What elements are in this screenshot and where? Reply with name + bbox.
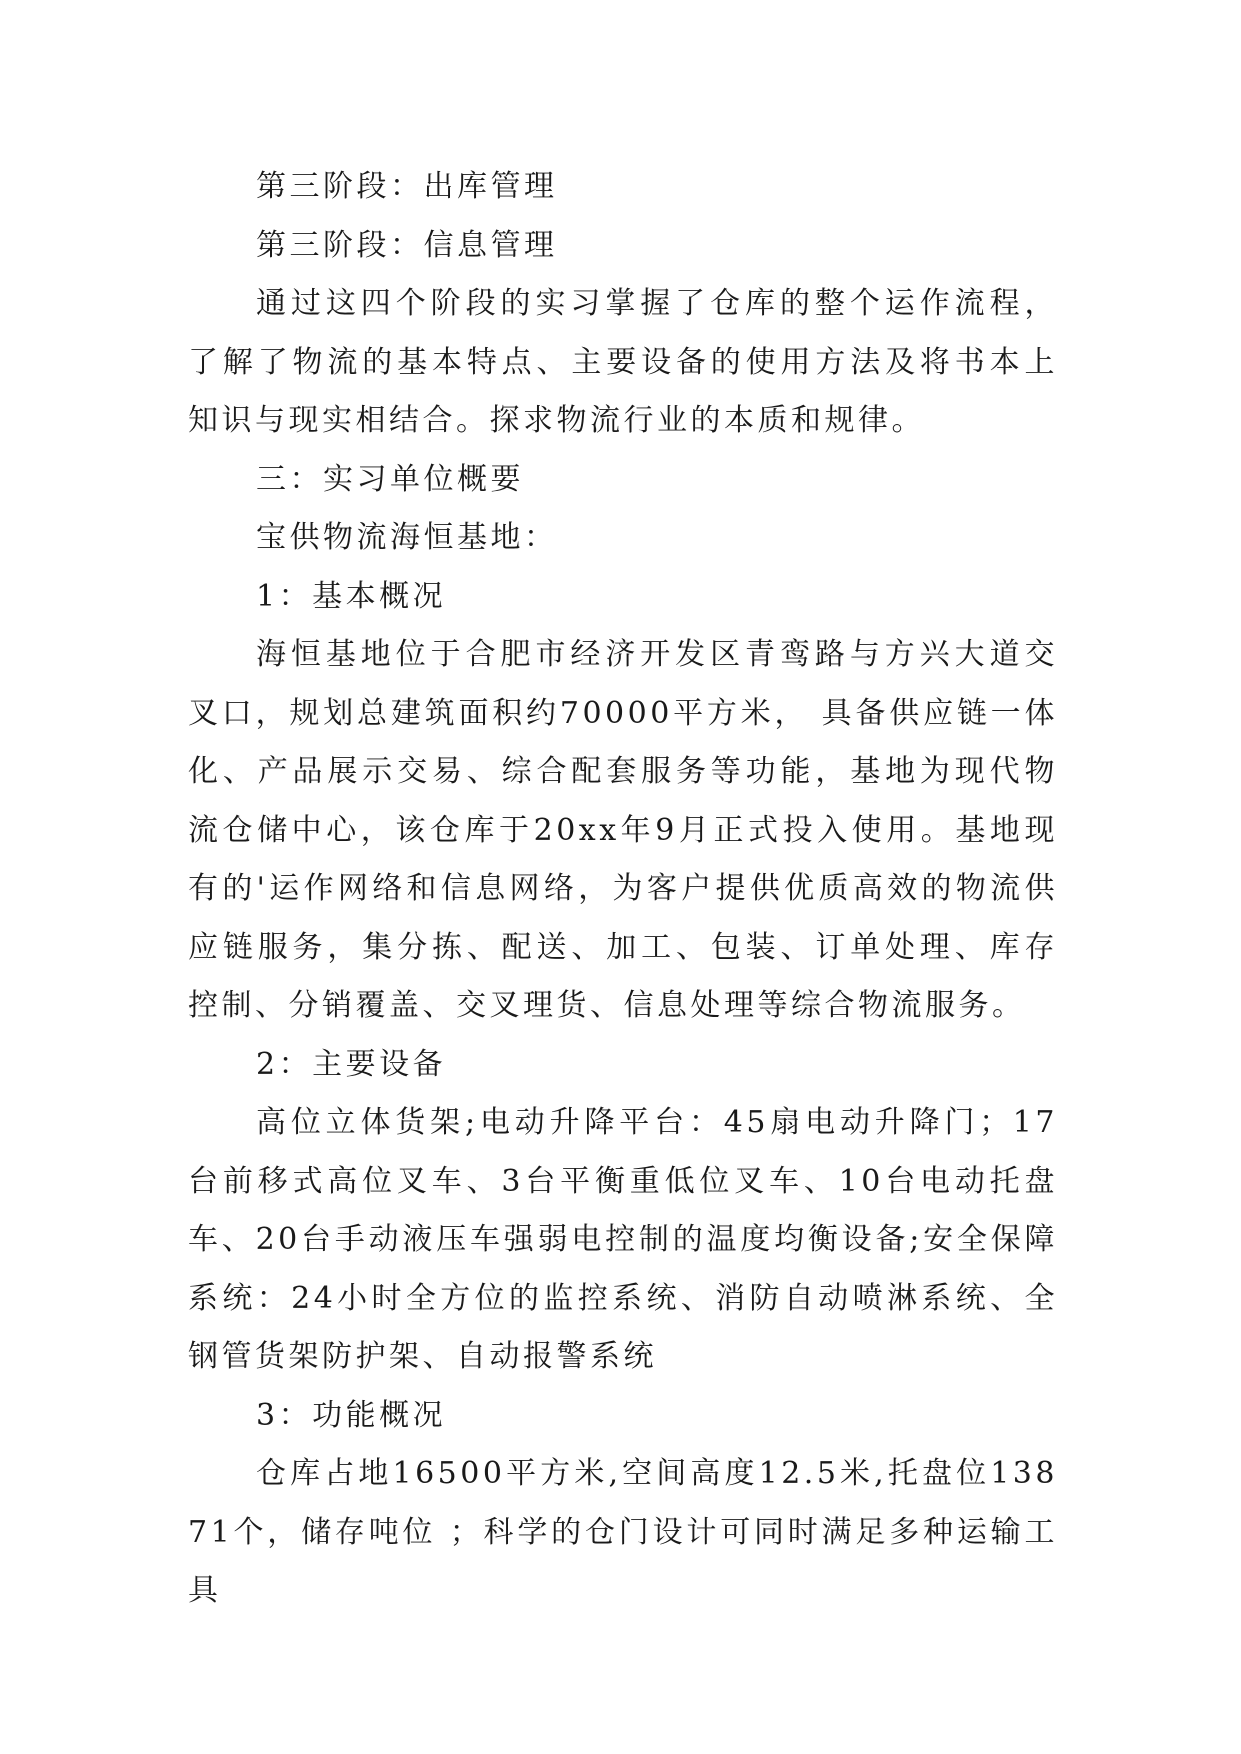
paragraph-function-overview: 仓库占地16500平方米,空间高度12.5米,托盘位13871个，储存吨位 ；科学的仓门设计可同时满足多种运输工具 (188, 1456, 1058, 1608)
document-body (188, 158, 1058, 1621)
subheading-function-overview: 3：功能概况 (256, 1397, 447, 1433)
paragraph-main-equipment: 高位立体货架;电动升降平台：45扇电动升降门；17台前移式高位叉车、3台平衡重低位叉车、10台电动托盘车、20台手动液压车强弱电控制的温度均衡设备;安全保障系统：24小时全方位的监控系统、消防自动喷淋系统、全钢管货架防护架、自动报警系统 (188, 1105, 1058, 1374)
paragraph-stage-outbound: 第三阶段：出库管理 (256, 169, 558, 204)
paragraph-base-name: 宝供物流海恒基地： (256, 520, 558, 555)
subheading-main-equipment: 2：主要设备 (256, 1046, 447, 1082)
paragraph-basic-overview: 海恒基地位于合肥市经济开发区青鸾路与方兴大道交叉口，规划总建筑面积约70000平方米， 具备供应链一体化、产品展示交易、综合配套服务等功能，基地为现代物流仓储中心，该仓库于20xx年9月正式投入使用。基地现有的'运作网络和信息网络，为客户提供优质高效的物流供应链服务，集分拣、配送、加工、包装、订单处理、库存控制、分销覆盖、交叉理货、信息处理等综合物流服务。 (188, 637, 1058, 1023)
subheading-basic-overview: 1：基本概况 (256, 578, 447, 614)
section-heading-unit-overview: 三：实习单位概要 (256, 461, 524, 497)
paragraph-internship-summary: 通过这四个阶段的实习掌握了仓库的整个运作流程，了解了物流的基本特点、主要设备的使用方法及将书本上知识与现实相结合。探求物流行业的本质和规律。 (188, 286, 1058, 438)
paragraph-stage-information: 第三阶段：信息管理 (256, 227, 558, 263)
